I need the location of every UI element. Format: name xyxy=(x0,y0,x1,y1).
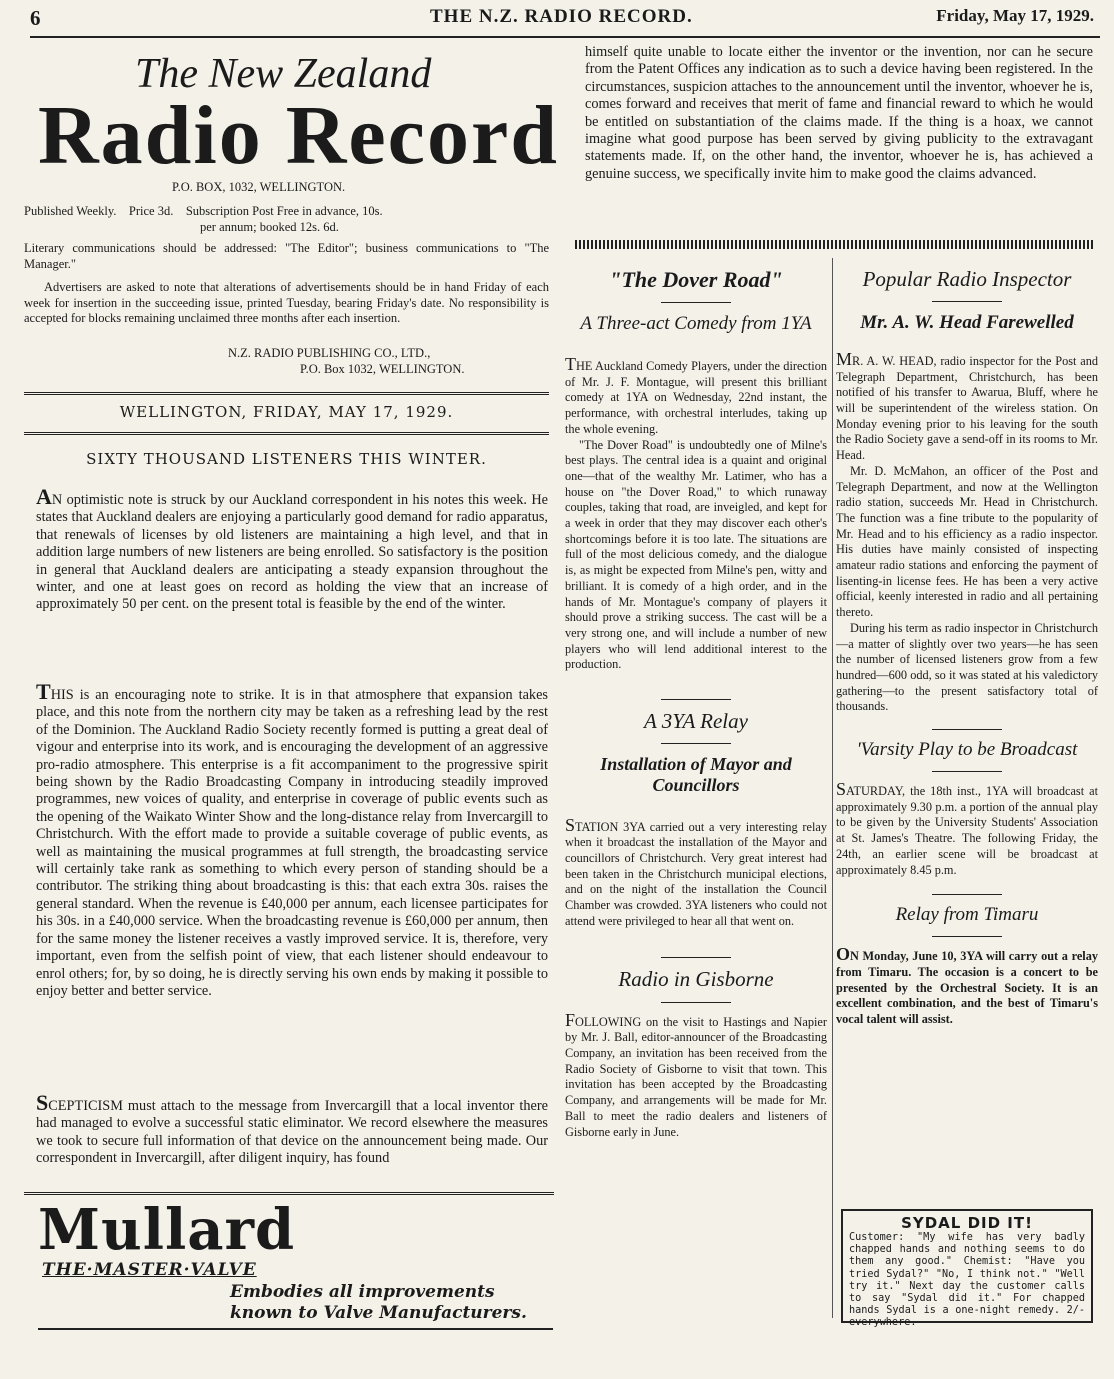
mullard-line2: known to Valve Manufacturers. xyxy=(230,1303,527,1323)
drop-cap: F xyxy=(565,1009,576,1030)
paragraph-text: HIS is an encouraging note to strike. It is in that atmosphere that expansion takes place, and this note from the northern city may be taken as a refreshing lead by the rest of the Dominion. The Auckland Radio Society recently formed is putting a great deal of vigour and enterprise into its work, and is encouraging the development of an aggressive pro-radio atmosphere. This enterprise is a fit accompaniment to the progressive spirit being shown by the Radio Broadcasting Company in introducing steadily improved programmes, new voices of quality, and enterprise in coverage of public events such as the opening of the Waikato Winter Show and the long-distance relay from Invercargill to Christchurch. With the effort made to provide a suitable coverage of public events, as well as maintaining the musical programmes at full strength, the broadcasting service will certainly take rank as something to which every person of standing should be a contributor. The striking thing about broadcasting is this: that each extra 30s. raises the general standard. When the revenue is £40,000 per annum, each licensee participates for his 30s. in a £40,000 service. When the broadcasting revenue is £60,000 per annum, then for the same money the listener receives a vastly improved service. It is, therefore, very important, even from the selfish point of view, that each listener should endeavour to enrol others; for, by so doing, he is directly serving his own ends by making it possible to enjoy better and better service. xyxy=(36,687,548,999)
publication-info xyxy=(24,204,549,235)
paragraph-text: N optimistic note is struck by our Auckland correspondent in his notes this week. He states that Auckland dealers are enjoying a particularly good demand for radio apparatus, that renewals of licenses by old listeners are maintaining a high level, and that in addition large numbers of new listeners are being enrolled. So satisfactory is the position in general that Auckland dealers are anticipating a steady expansion throughout the winter, and one at least goes on record as holding the view that an increase of approximately 50 per cent. on the present total is feasible by the end of the winter. xyxy=(36,492,548,613)
publication-info-line2: per annum; booked 12s. 6d. xyxy=(200,219,339,234)
editorial-paragraph-1 xyxy=(36,484,548,614)
gisborne-title: Radio in Gisborne xyxy=(618,967,774,992)
publisher-box: P.O. Box 1032, WELLINGTON. xyxy=(300,361,465,376)
literary-notice: Literary communications should be addressed: "The Editor"; business communications to "The Manager." xyxy=(24,241,549,271)
publisher-info xyxy=(228,346,548,377)
paper-name: THE N.Z. RADIO RECORD. xyxy=(430,6,693,27)
relay-3ya-body xyxy=(565,814,827,930)
timaru-body xyxy=(836,944,1098,1028)
paragraph-text: N Monday, June 10, 3YA will carry out a relay from Timaru. The occasion is a concert to be presented by the Orchestral Society. It is an excellent combination, and the best of Timaru's vocal talent will assist. xyxy=(836,949,1098,1026)
masthead-line1: The New Zealand xyxy=(135,51,432,97)
paragraph-text: ATURDAY, the 18th inst., 1YA will broadcast at approximately 9.30 p.m. a portion of the annual play to be given by the University Students' Association at St. James's Theatre. The following Friday, the 24th, an earlier scene will be broadcast at approximately 8.45 p.m. xyxy=(836,784,1098,877)
editorial-dateline: WELLINGTON, FRIDAY, MAY 17, 1929. xyxy=(119,403,454,421)
publisher-name: N.Z. RADIO PUBLISHING CO., LTD., xyxy=(228,346,431,360)
paragraph-text: HE Auckland Comedy Players, under the direction of Mr. J. F. Montague, will present this brilliant comedy at 1YA on Wednesday, 22nd instant, the performance, with orchestral interludes, taking up the whole evening. xyxy=(565,359,827,436)
section-rule xyxy=(661,699,731,700)
paragraph-text: R. A. W. HEAD, radio inspector for the Post and Telegraph Department, Christchurch, has been notified of his transfer to Awarua, Bluff, where he will be superintendent of the wireless station. On Monday evening prior to his leaving for the south the Radio Society gave a send-off in its rooms to Mr. Head. xyxy=(836,353,1098,463)
header-rule xyxy=(30,36,1100,38)
mullard-ad xyxy=(38,1197,553,1347)
relay-3ya-title: A 3YA Relay xyxy=(644,709,748,734)
drop-cap: S xyxy=(836,779,847,799)
drop-cap: T xyxy=(565,354,576,375)
title-rule xyxy=(661,1002,731,1003)
section-rule xyxy=(932,894,1002,895)
dover-road-body xyxy=(565,354,827,673)
dover-road-title: "The Dover Road" xyxy=(609,267,783,292)
title-rule xyxy=(661,743,731,744)
editorial-continued: himself quite unable to locate either the inventor or the invention, nor can he secure from the Patent Offices any indication as to such a device having been registered. In the circumstances, suspicion attaches to the announcement until the inventor, whoever he is, comes forward and receives that merit of fame and financial reward to which he would be entitled on substantiation of the claims made. If the thing is a hoax, we cannot imagine what good purpose has been served by giving publicity to the extravagant statements made. If, on the other hand, the inventor, whoever he is, has achieved a genuine success, we specifically invite him to make good the claims advanced. xyxy=(585,44,1093,182)
ad-top-rule xyxy=(24,1192,554,1195)
section-divider-bar xyxy=(575,240,1093,249)
drop-cap: M xyxy=(836,348,853,369)
issue-date: Friday, May 17, 1929. xyxy=(936,6,1094,25)
section-rule xyxy=(661,957,731,958)
varsity-body xyxy=(836,779,1098,878)
relay-3ya-subtitle: Installation of Mayor and Councillors xyxy=(600,754,792,795)
masthead-rule xyxy=(24,392,549,395)
gisborne-body xyxy=(565,1009,827,1141)
mullard-tagline: THE·MASTER·VALVE xyxy=(42,1260,257,1280)
column-right xyxy=(836,268,1098,1028)
inspector-title: Popular Radio Inspector xyxy=(862,267,1072,291)
timaru-title: Relay from Timaru xyxy=(895,904,1039,926)
drop-cap: S xyxy=(36,1090,49,1115)
sydal-title: SYDAL DID IT! xyxy=(901,1214,1033,1232)
paragraph-text: TATION 3YA carried out a very interesting relay when it broadcast the installation of the Mayor and councillors of Christchurch. Very great interest had been taken in the Christchurch municipal elections, and on the night of the installation the Council Chamber was crowded. 3YA listeners who could not attend were privileged to hear all that went on. xyxy=(565,819,827,928)
dover-road-subtitle: A Three-act Comedy from 1YA xyxy=(580,313,812,335)
drop-cap: T xyxy=(36,679,51,704)
column-rule xyxy=(832,258,833,1318)
sydal-ad xyxy=(841,1209,1093,1329)
inspector-subtitle: Mr. A. W. Head Farewelled xyxy=(860,312,1074,334)
page-header xyxy=(30,6,1094,30)
title-rule xyxy=(932,301,1002,302)
drop-cap: S xyxy=(565,814,576,835)
paragraph-text: "The Dover Road" is undoubtedly one of Milne's best plays. The central idea is a quaint and original one—that of the wealthy Mr. Latimer, who has a house on "the Dover Road," to which runaway couples, taking that road, are inveigled, and kept for a week in order that they may discover each other's shortcomings before it is too late. The situations are full of the most delicious comedy, and the dialogue is, as might be expected from Milne's pen, witty and brilliant. It is comedy of a high order, and in the hands of Mr. Montague's company of players it should prove a striking success. The cast will be a very strong one, and will include a number of new players who will lend additional interest to the production. xyxy=(565,437,827,672)
varsity-title: 'Varsity Play to be Broadcast xyxy=(856,739,1078,761)
title-rule xyxy=(932,936,1002,937)
sydal-body: Customer: "My wife has very badly chapped hands and nothing seems to do them any good." Chemist: "Have you tried Sydal?" "No, I think not." "Well try it." Next day the customer calls to say "Sydal did it." For chapped hands Sydal is a one-night remedy. 2/- everywhere. xyxy=(849,1232,1085,1329)
paragraph-text: During his term as radio inspector in Christchurch—a matter of slightly over two years—he has seen the number of licensed listeners grow from a few hundred—600 odd, so it was stated at his valedictory gathering—to the present satisfactory total of thousands. xyxy=(836,620,1098,714)
advertiser-notice: Advertisers are asked to note that alterations of advertisements should be in hand Friday of each week for insertion in the succeeding issue, printed Tuesday, bearing Friday's date. No responsibility is accepted for blocks remaining unclaimed three months after each insertion. xyxy=(24,280,549,326)
inspector-body xyxy=(836,348,1098,715)
publication-info-line1: Published Weekly. Price 3d. Subscription Post Free in advance, 10s. xyxy=(24,204,383,218)
section-rule xyxy=(932,729,1002,730)
editorial-paragraph-3 xyxy=(36,1090,548,1168)
editorial-title: SIXTY THOUSAND LISTENERS THIS WINTER. xyxy=(86,450,487,468)
drop-cap: O xyxy=(836,944,851,965)
mullard-brand: Mullard xyxy=(38,1197,296,1263)
page-number: 6 xyxy=(30,6,41,30)
title-rule xyxy=(932,771,1002,772)
column-left xyxy=(565,268,827,1140)
masthead-title: Radio Record xyxy=(38,89,559,182)
paragraph-text: Mr. D. McMahon, an officer of the Post and Telegraph Department, and now at the Wellington radio station, succeeds Mr. Head in Christchurch. The function was a fine tribute to the popularity of Mr. Head and to his efficiency as a radio inspector. His duties have mainly consisted of inspecting amateur radio stations and enforcing the payment of lisenting-in license fees. He has been a very active official, keenly interested in radio and all pertaining thereto. xyxy=(836,463,1098,620)
paragraph-text: OLLOWING on the visit to Hastings and Napier by Mr. J. Ball, editor-announcer of the Broadcasting Company, an invitation has been received from the Radio Society of Gisborne to visit that town. This invitation has been accepted by the Broadcasting Company, and arrangements will be made for Mr. Ball to meet the radio dealers and listeners of Gisborne early in June. xyxy=(565,1014,827,1139)
drop-cap: A xyxy=(36,484,52,509)
mullard-line1: Embodies all improvements xyxy=(230,1282,495,1302)
masthead-pobox: P.O. BOX, 1032, WELLINGTON. xyxy=(172,180,346,194)
editorial-paragraph-2 xyxy=(36,679,548,1000)
title-rule xyxy=(661,302,731,303)
mullard-rule xyxy=(38,1328,553,1330)
dateline-rule xyxy=(24,432,549,435)
paragraph-text: CEPTICISM must attach to the message from Invercargill that a local inventor there had managed to evolve a successful static eliminator. We record elsewhere the measures we took to secure full information of that device on the announcement being made. Our correspondent in Invercargill, after diligent inquiry, has found xyxy=(36,1098,548,1167)
